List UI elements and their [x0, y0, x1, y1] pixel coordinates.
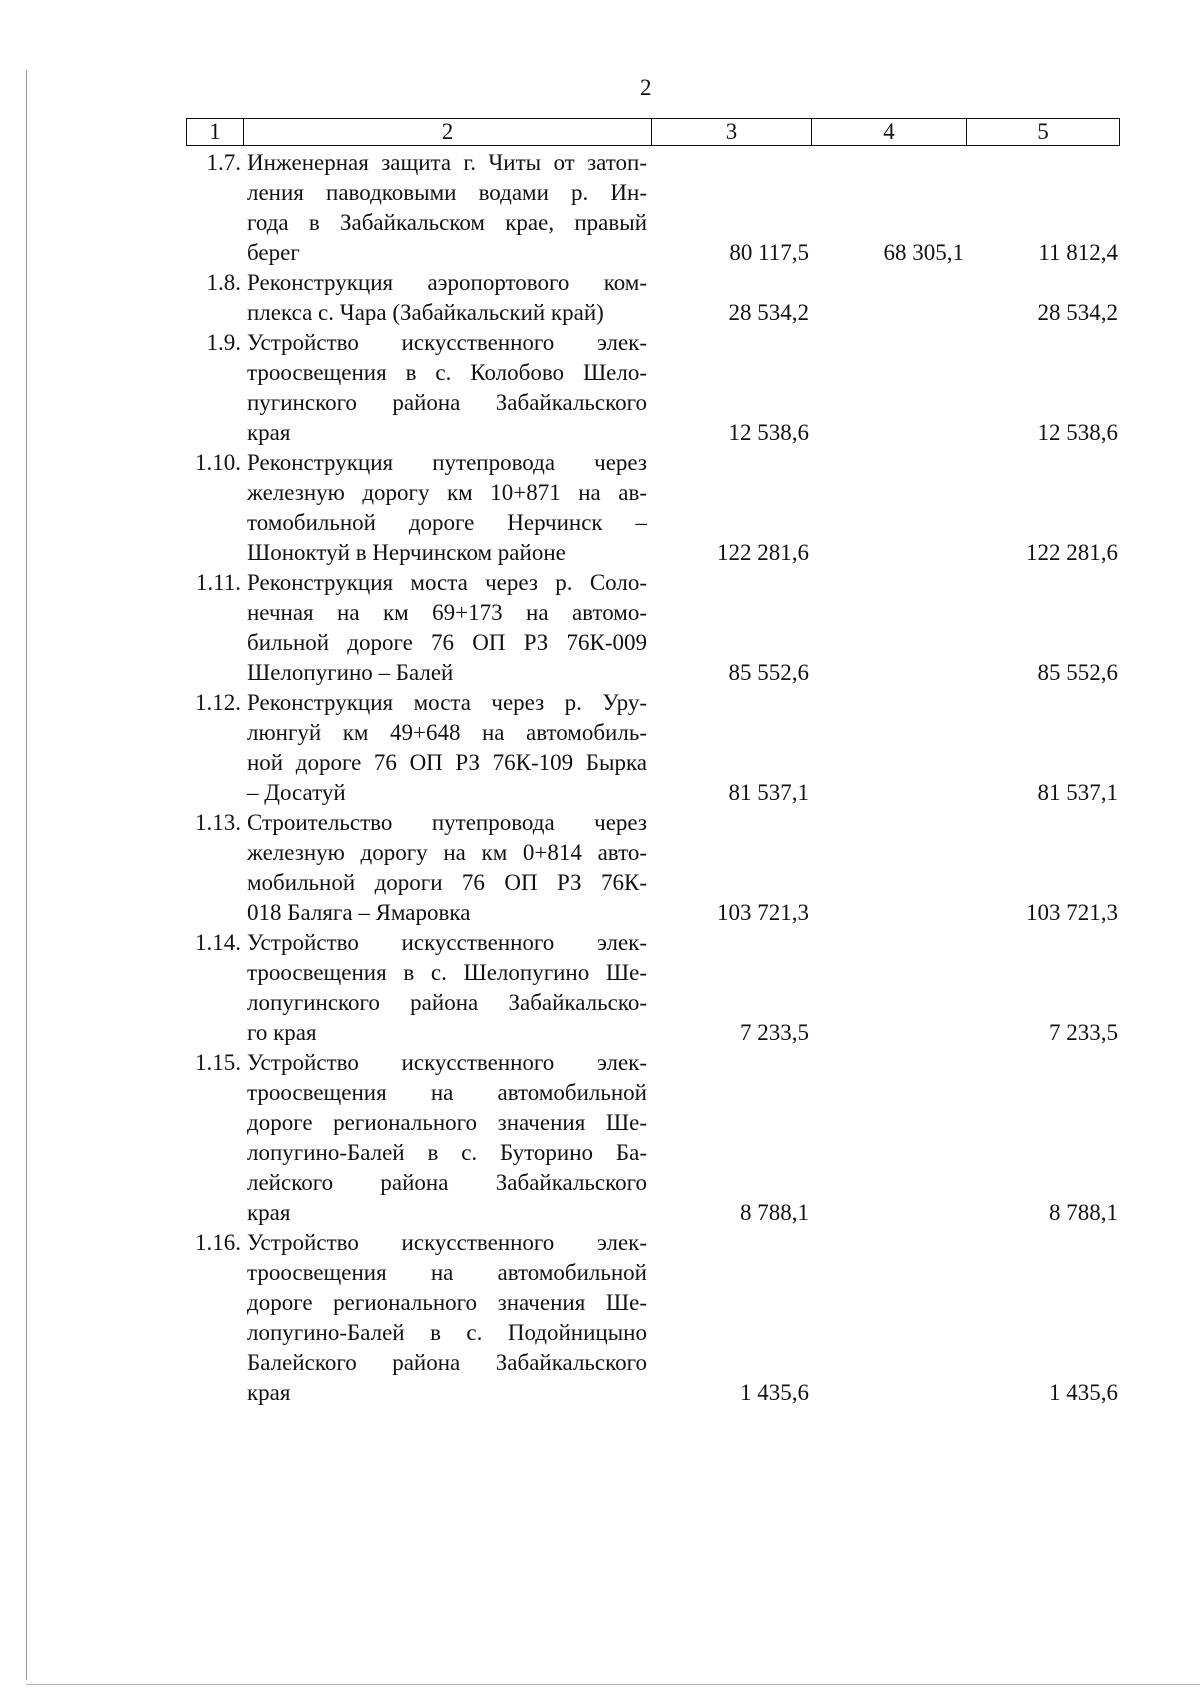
description-line: ной дороге 76 ОП РЗ 76К-109 Бырка — [247, 750, 647, 775]
description-line: лопугинского района Забайкальско- — [247, 990, 647, 1015]
row-description — [243, 148, 651, 268]
row-number: 1.16. — [195, 1230, 241, 1255]
row-value-col3: 12 538,6 — [728, 420, 809, 445]
description-line: ления паводковыми водами р. Ин- — [247, 180, 647, 205]
description-line: Устройство искусственного элек- — [247, 330, 647, 355]
description-line: лопугино-Балей в с. Подойницыно — [247, 1320, 647, 1345]
row-description — [243, 1048, 651, 1228]
description-line: Шелопугино – Балей — [247, 660, 454, 685]
description-line: лопугино-Балей в с. Буторино Ба- — [247, 1140, 647, 1165]
description-line: края — [247, 1380, 291, 1405]
description-line: троосвещения в с. Шелопугино Ше- — [247, 960, 647, 985]
description-line: мобильной дороги 76 ОП РЗ 76К- — [247, 870, 647, 895]
row-value-col3: 122 281,6 — [717, 540, 809, 565]
header-cell-1: 1 — [187, 119, 244, 145]
table-row — [186, 1048, 1120, 1228]
description-line: плекса с. Чара (Забайкальский край) — [247, 300, 604, 325]
description-line: томобильной дороге Нерчинск – — [247, 510, 647, 535]
description-line: дороге регионального значения Ше- — [247, 1110, 647, 1135]
row-value-col5: 122 281,6 — [1026, 540, 1118, 565]
row-description — [243, 328, 651, 448]
description-line: Балейского района Забайкальского — [247, 1350, 647, 1375]
table-row — [186, 688, 1120, 808]
description-line: Устройство искусственного элек- — [247, 1050, 647, 1075]
description-line: – Досатуй — [247, 780, 346, 805]
table-row — [186, 1228, 1120, 1408]
row-description — [243, 1228, 651, 1408]
row-value-col5: 12 538,6 — [1037, 420, 1118, 445]
description-line: Устройство искусственного элек- — [247, 1230, 647, 1255]
table-header-row — [186, 118, 1120, 146]
table-body — [186, 148, 1120, 1408]
description-line: го края — [247, 1020, 317, 1045]
row-value-col5: 81 537,1 — [1037, 780, 1118, 805]
row-description — [243, 808, 651, 928]
table-row — [186, 928, 1120, 1048]
row-value-col3: 7 233,5 — [740, 1020, 809, 1045]
description-line: Шоноктуй в Нерчинском районе — [247, 540, 566, 565]
row-description — [243, 928, 651, 1048]
row-value-col4: 68 305,1 — [883, 240, 964, 265]
description-line: дороге регионального значения Ше- — [247, 1290, 647, 1315]
scan-edge-left — [26, 70, 27, 1680]
row-number: 1.10. — [195, 450, 241, 475]
row-number: 1.14. — [195, 930, 241, 955]
row-value-col3: 81 537,1 — [728, 780, 809, 805]
row-value-col5: 7 233,5 — [1049, 1020, 1118, 1045]
row-number: 1.7. — [206, 150, 241, 175]
description-line: края — [247, 1200, 291, 1225]
description-line: троосвещения на автомобильной — [247, 1080, 647, 1105]
description-line: края — [247, 420, 291, 445]
description-line: Устройство искусственного элек- — [247, 930, 647, 955]
row-value-col3: 80 117,5 — [729, 240, 809, 265]
table-row — [186, 328, 1120, 448]
scan-edge-bottom — [26, 1684, 1200, 1685]
row-description — [243, 688, 651, 808]
row-number: 1.11. — [195, 570, 241, 595]
description-line: бильной дороге 76 ОП РЗ 76К-009 — [247, 630, 647, 655]
table-row — [186, 808, 1120, 928]
table-row — [186, 448, 1120, 568]
row-value-col5: 103 721,3 — [1026, 900, 1118, 925]
row-value-col5: 11 812,4 — [1038, 240, 1118, 265]
description-line: Реконструкция моста через р. Уру- — [247, 690, 647, 715]
table-row — [186, 568, 1120, 688]
description-line: троосвещения в с. Колобово Шело- — [247, 360, 647, 385]
row-description — [243, 448, 651, 568]
description-line: берег — [247, 240, 300, 265]
page-number: 2 — [640, 75, 652, 100]
row-value-col3: 28 534,2 — [728, 300, 809, 325]
row-value-col3: 103 721,3 — [717, 900, 809, 925]
header-cell-4: 4 — [812, 119, 967, 145]
table-row — [186, 148, 1120, 268]
description-line: Реконструкция аэропортового ком- — [247, 270, 647, 295]
description-line: 018 Баляга – Ямаровка — [247, 900, 471, 925]
description-line: лейского района Забайкальского — [247, 1170, 647, 1195]
description-line: нечная на км 69+173 на автомо- — [247, 600, 647, 625]
table-row — [186, 268, 1120, 328]
header-cell-3: 3 — [652, 119, 812, 145]
description-line: Инженерная защита г. Читы от затоп- — [247, 150, 647, 175]
description-line: железную дорогу км 10+871 на ав- — [247, 480, 647, 505]
row-description — [243, 568, 651, 688]
header-cell-2: 2 — [244, 119, 652, 145]
description-line: троосвещения на автомобильной — [247, 1260, 647, 1285]
row-number: 1.9. — [206, 330, 241, 355]
row-value-col5: 8 788,1 — [1049, 1200, 1118, 1225]
row-value-col3: 85 552,6 — [728, 660, 809, 685]
row-value-col5: 1 435,6 — [1049, 1380, 1118, 1405]
description-line: люнгуй км 49+648 на автомобиль- — [247, 720, 647, 745]
header-cell-5: 5 — [1037, 119, 1049, 144]
row-description — [243, 268, 651, 328]
description-line: Строительство путепровода через — [247, 810, 647, 835]
description-line: Реконструкция моста через р. Соло- — [247, 570, 647, 595]
row-number: 1.13. — [195, 810, 241, 835]
row-value-col3: 8 788,1 — [740, 1200, 809, 1225]
description-line: железную дорогу на км 0+814 авто- — [247, 840, 647, 865]
row-value-col5: 28 534,2 — [1037, 300, 1118, 325]
row-number: 1.15. — [195, 1050, 241, 1075]
row-number: 1.8. — [206, 270, 241, 295]
row-number: 1.12. — [195, 690, 241, 715]
row-value-col5: 85 552,6 — [1037, 660, 1118, 685]
description-line: пугинского района Забайкальского — [247, 390, 647, 415]
row-value-col3: 1 435,6 — [740, 1380, 809, 1405]
description-line: Реконструкция путепровода через — [247, 450, 647, 475]
description-line: года в Забайкальском крае, правый — [247, 210, 647, 235]
